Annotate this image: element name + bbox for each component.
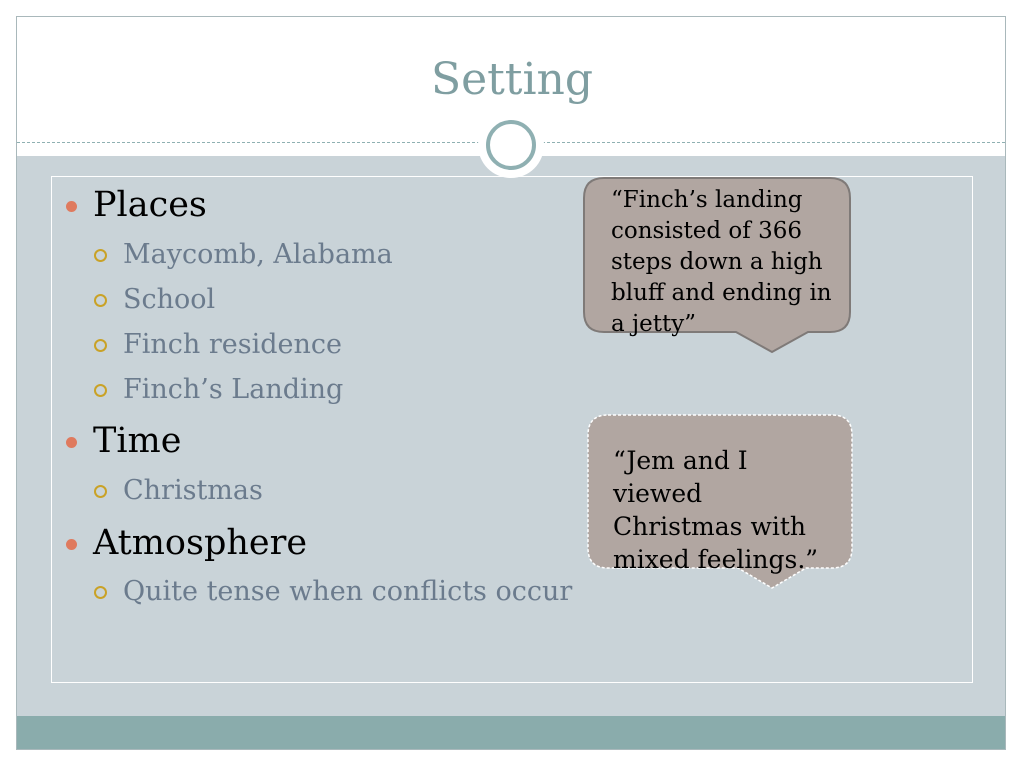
- bullet-label: Places: [93, 185, 207, 225]
- sub-bullet-label: Finch’s Landing: [123, 374, 344, 405]
- sub-bullet-label: School: [123, 284, 216, 315]
- callout-quote-landing: “Finch’s landing consisted of 366 steps down a high bluff and ending in a jetty”: [611, 187, 832, 337]
- bullet-label: Time: [93, 421, 182, 461]
- callout-quote-christmas: “Jem and I viewed Christmas with mixed feelings.”: [613, 446, 819, 574]
- sub-bullet-label: Quite tense when conflicts occur: [123, 576, 573, 607]
- sub-bullet-label: Maycomb, Alabama: [123, 239, 393, 270]
- bullet-label: Atmosphere: [93, 523, 308, 563]
- sub-bullet-label: Christmas: [123, 475, 263, 506]
- sub-bullet-label: Finch residence: [123, 329, 342, 360]
- slide-title: Setting: [430, 54, 594, 105]
